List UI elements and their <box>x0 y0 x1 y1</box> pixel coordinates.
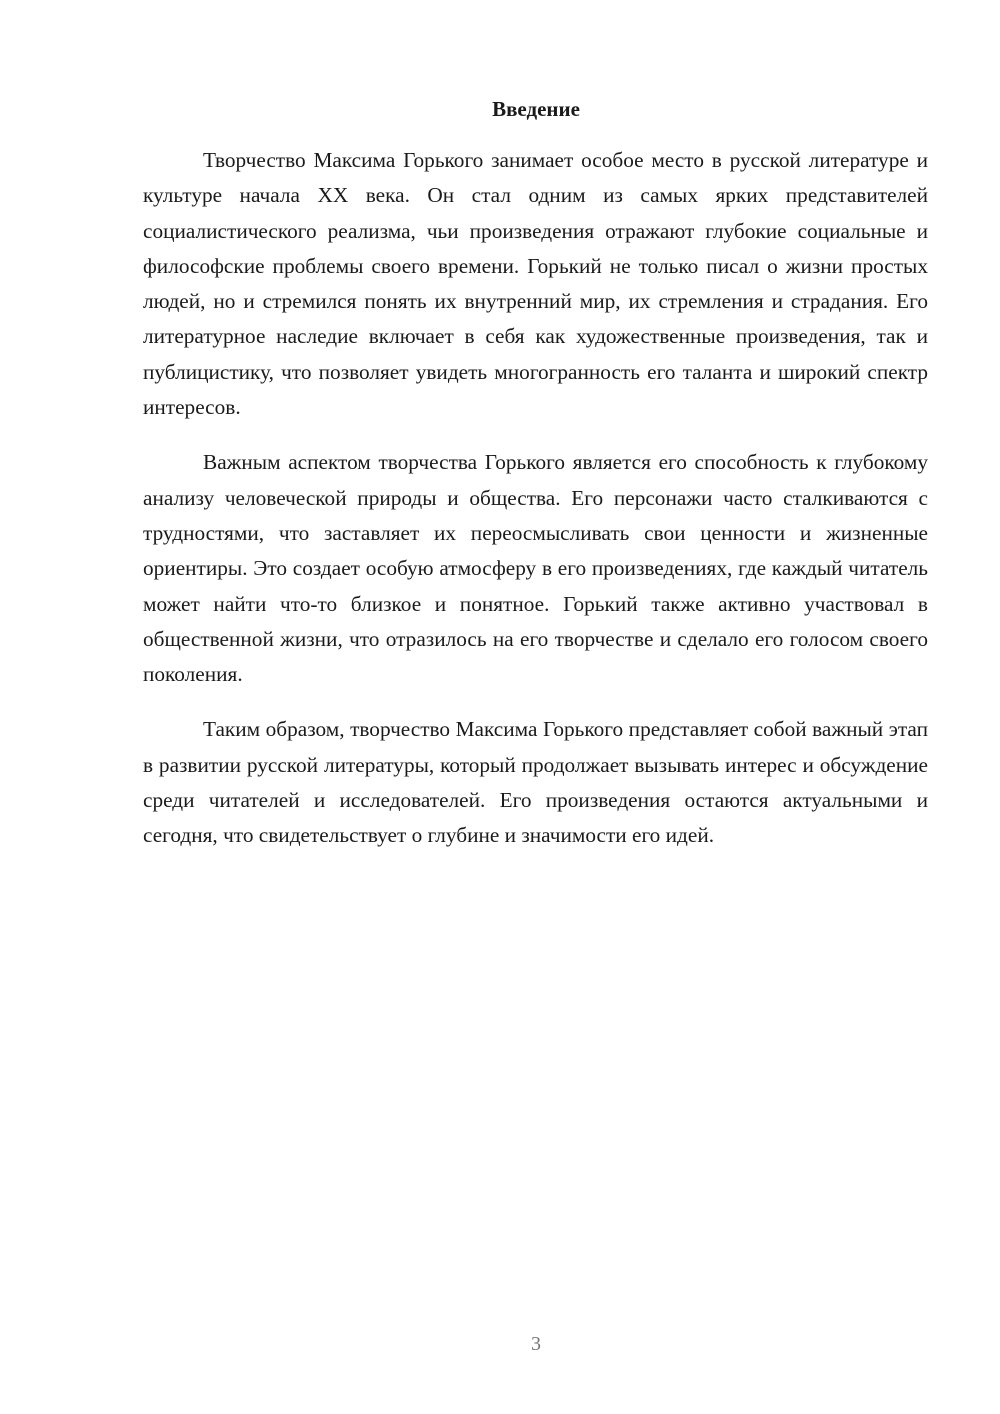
page-number: 3 <box>531 1333 541 1355</box>
document-body <box>143 143 928 874</box>
paragraph: Таким образом, творчество Максима Горького представляет собой важный этап в развитии русской литературы, который продолжает вызывать интерес и обсуждение среди читателей и исследователей. Его произведения остаются актуальными и сегодня, что свидетельствует о глубине и значимости его идей. <box>143 717 928 848</box>
section-title: Введение <box>492 97 580 121</box>
paragraph: Творчество Максима Горького занимает особое место в русской литературе и культуре начала XX века. Он стал одним из самых ярких представителей социалистического реализма, чьи произведения отражают глубокие социальные и философские проблемы своего времени. Горький не только писал о жизни простых людей, но и стремился понять их внутренний мир, их стремления и страдания. Его литературное наследие включает в себя как художественные произведения, так и публицистику, что позволяет увидеть многогранность его таланта и широкий спектр интересов. <box>143 148 928 420</box>
paragraph: Важным аспектом творчества Горького является его способность к глубокому анализу человеческой природы и общества. Его персонажи часто сталкиваются с трудностями, что заставляет их переосмысливать свои ценности и жизненные ориентиры. Это создает особую атмосферу в его произведениях, где каждый читатель может найти что-то близкое и понятное. Горький также активно участвовал в общественной жизни, что отразилось на его творчестве и сделало его голосом своего поколения. <box>143 450 928 687</box>
